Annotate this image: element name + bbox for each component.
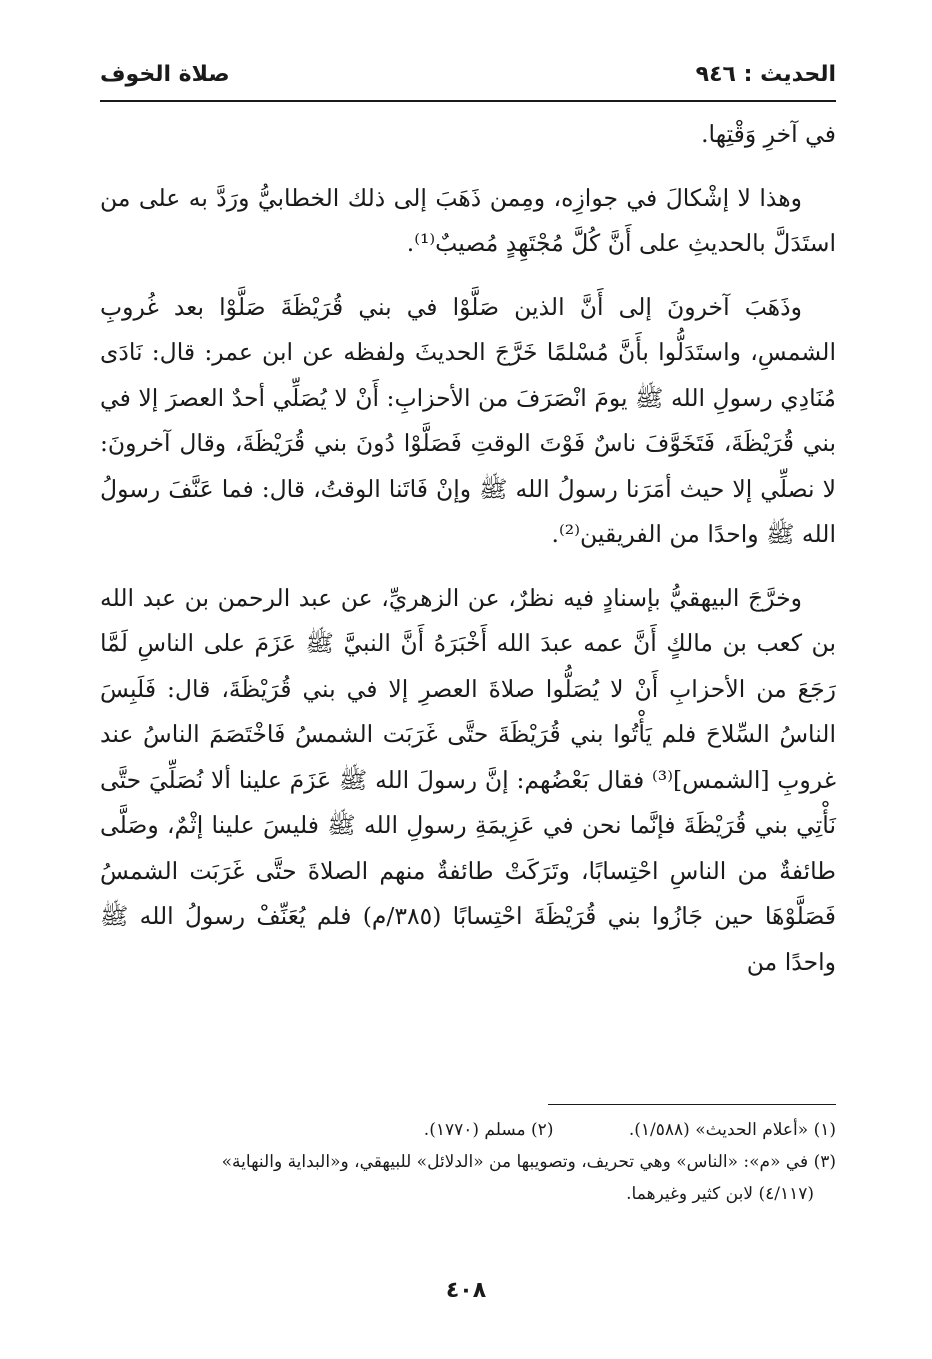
footnote-3-line-1: (٣) في «م»: «الناس» وهي تحريف، وتصويبها من «الدلائل» للبيهقي، و«البداية والنهاية» — [221, 1152, 836, 1172]
footnote-row-1 — [100, 1114, 836, 1146]
paragraph-3: وذَهَبَ آخرونَ إلى أَنَّ الذين صَلَّوْا في بني قُرَيْظَةَ صَلَّوْا بعد غُروبِ الشمسِ، واستَدَلُّوا بأَنَّ مُسْلمًا خَرَّجَ الحديثَ ولفظه عن ابن عمر: قال: نَادَى مُنَادِي رسولِ الله ﷺ يومَ انْصَرَفَ من الأحزابِ: أَنْ لا يُصَلِّي أحدٌ العصرَ إلا في بني قُرَيْظَةَ، فَتَخَوَّفَ ناسٌ فَوْتَ الوقتِ فَصَلَّوْا دُونَ بني قُرَيْظَةَ، وقال آخرونَ: لا نصلِّي إلا حيث أمَرَنا رسولُ الله ﷺ وإنْ فَاتَنا الوقتُ، قال: فما عَنَّفَ رسولُ الله ﷺ واحدًا من الفريقين⁽²⁾. — [100, 292, 836, 548]
paragraph-1: في آخرِ وَقْتِها. — [701, 120, 836, 148]
running-header — [100, 60, 836, 96]
footnote-divider — [548, 1104, 836, 1105]
page-number: ٤٠٨ — [445, 1278, 487, 1303]
footnotes — [100, 1114, 836, 1210]
paragraph-2: وهذا لا إشْكالَ في جوازِه، ومِمن ذَهَبَ إلى ذلك الخطابيُّ ورَدَّ به على من استَدَلَّ بالحديثِ على أَنَّ كُلَّ مُجْتَهِدٍ مُصيبٌ⁽¹⁾. — [100, 183, 836, 257]
footnote-3-line-2: (٤/١١٧) لابن كثير وغيرهما. — [626, 1184, 814, 1204]
main-text — [100, 112, 836, 1003]
header-divider — [100, 100, 836, 102]
chapter-title: صلاة الخوف — [100, 62, 230, 87]
footnote-3 — [100, 1146, 836, 1210]
paragraph-4: وخرَّجَ البيهقيُّ بإسنادٍ فيه نظرٌ، عن الزهريِّ، عن عبد الرحمن بن عبد الله بن كعب بن مالكٍ أَنَّ عمه عبدَ الله أَخْبَرَهُ أَنَّ النبيَّ ﷺ عَزَمَ على الناسِ لَمَّا رَجَعَ من الأحزابِ أَنْ لا يُصَلُّوا صلاةَ العصرِ إلا في بني قُرَيْظَةَ، قال: فَلَبِسَ الناسُ السِّلاحَ فلم يَأْتُوا بني قُرَيْظَةَ حتَّى غَرَبَت الشمسُ فَاخْتَصَمَ الناسُ عند غروبِ [الشمس]⁽³⁾ فقال بَعْضُهم: إنَّ رسولَ الله ﷺ عَزَمَ علينا ألا نُصَلِّيَ حتَّى نَأْتِي بني قُرَيْظَةَ فإنَّما نحن في عَزِيمَةِ رسولِ الله ﷺ فليسَ علينا إثْمٌ، وصَلَّى طائفةٌ من الناسِ احْتِسابًا، وتَرَكَتْ طائفةٌ منهم الصلاةَ حتَّى غَرَبَت الشمسُ فَصَلَّوْهَا حين جَازُوا بني قُرَيْظَةَ احْتِسابًا (٣٨٥/م) فلم يُعَنِّفْ رسولُ الله ﷺ واحدًا من — [100, 583, 837, 976]
hadith-reference: الحديث : ٩٤٦ — [695, 62, 836, 87]
footnote-2: (٢) مسلم (١٧٧٠). — [423, 1120, 554, 1140]
footnote-1: (١) «أعلام الحديث» (١/٥٨٨). — [628, 1120, 836, 1140]
